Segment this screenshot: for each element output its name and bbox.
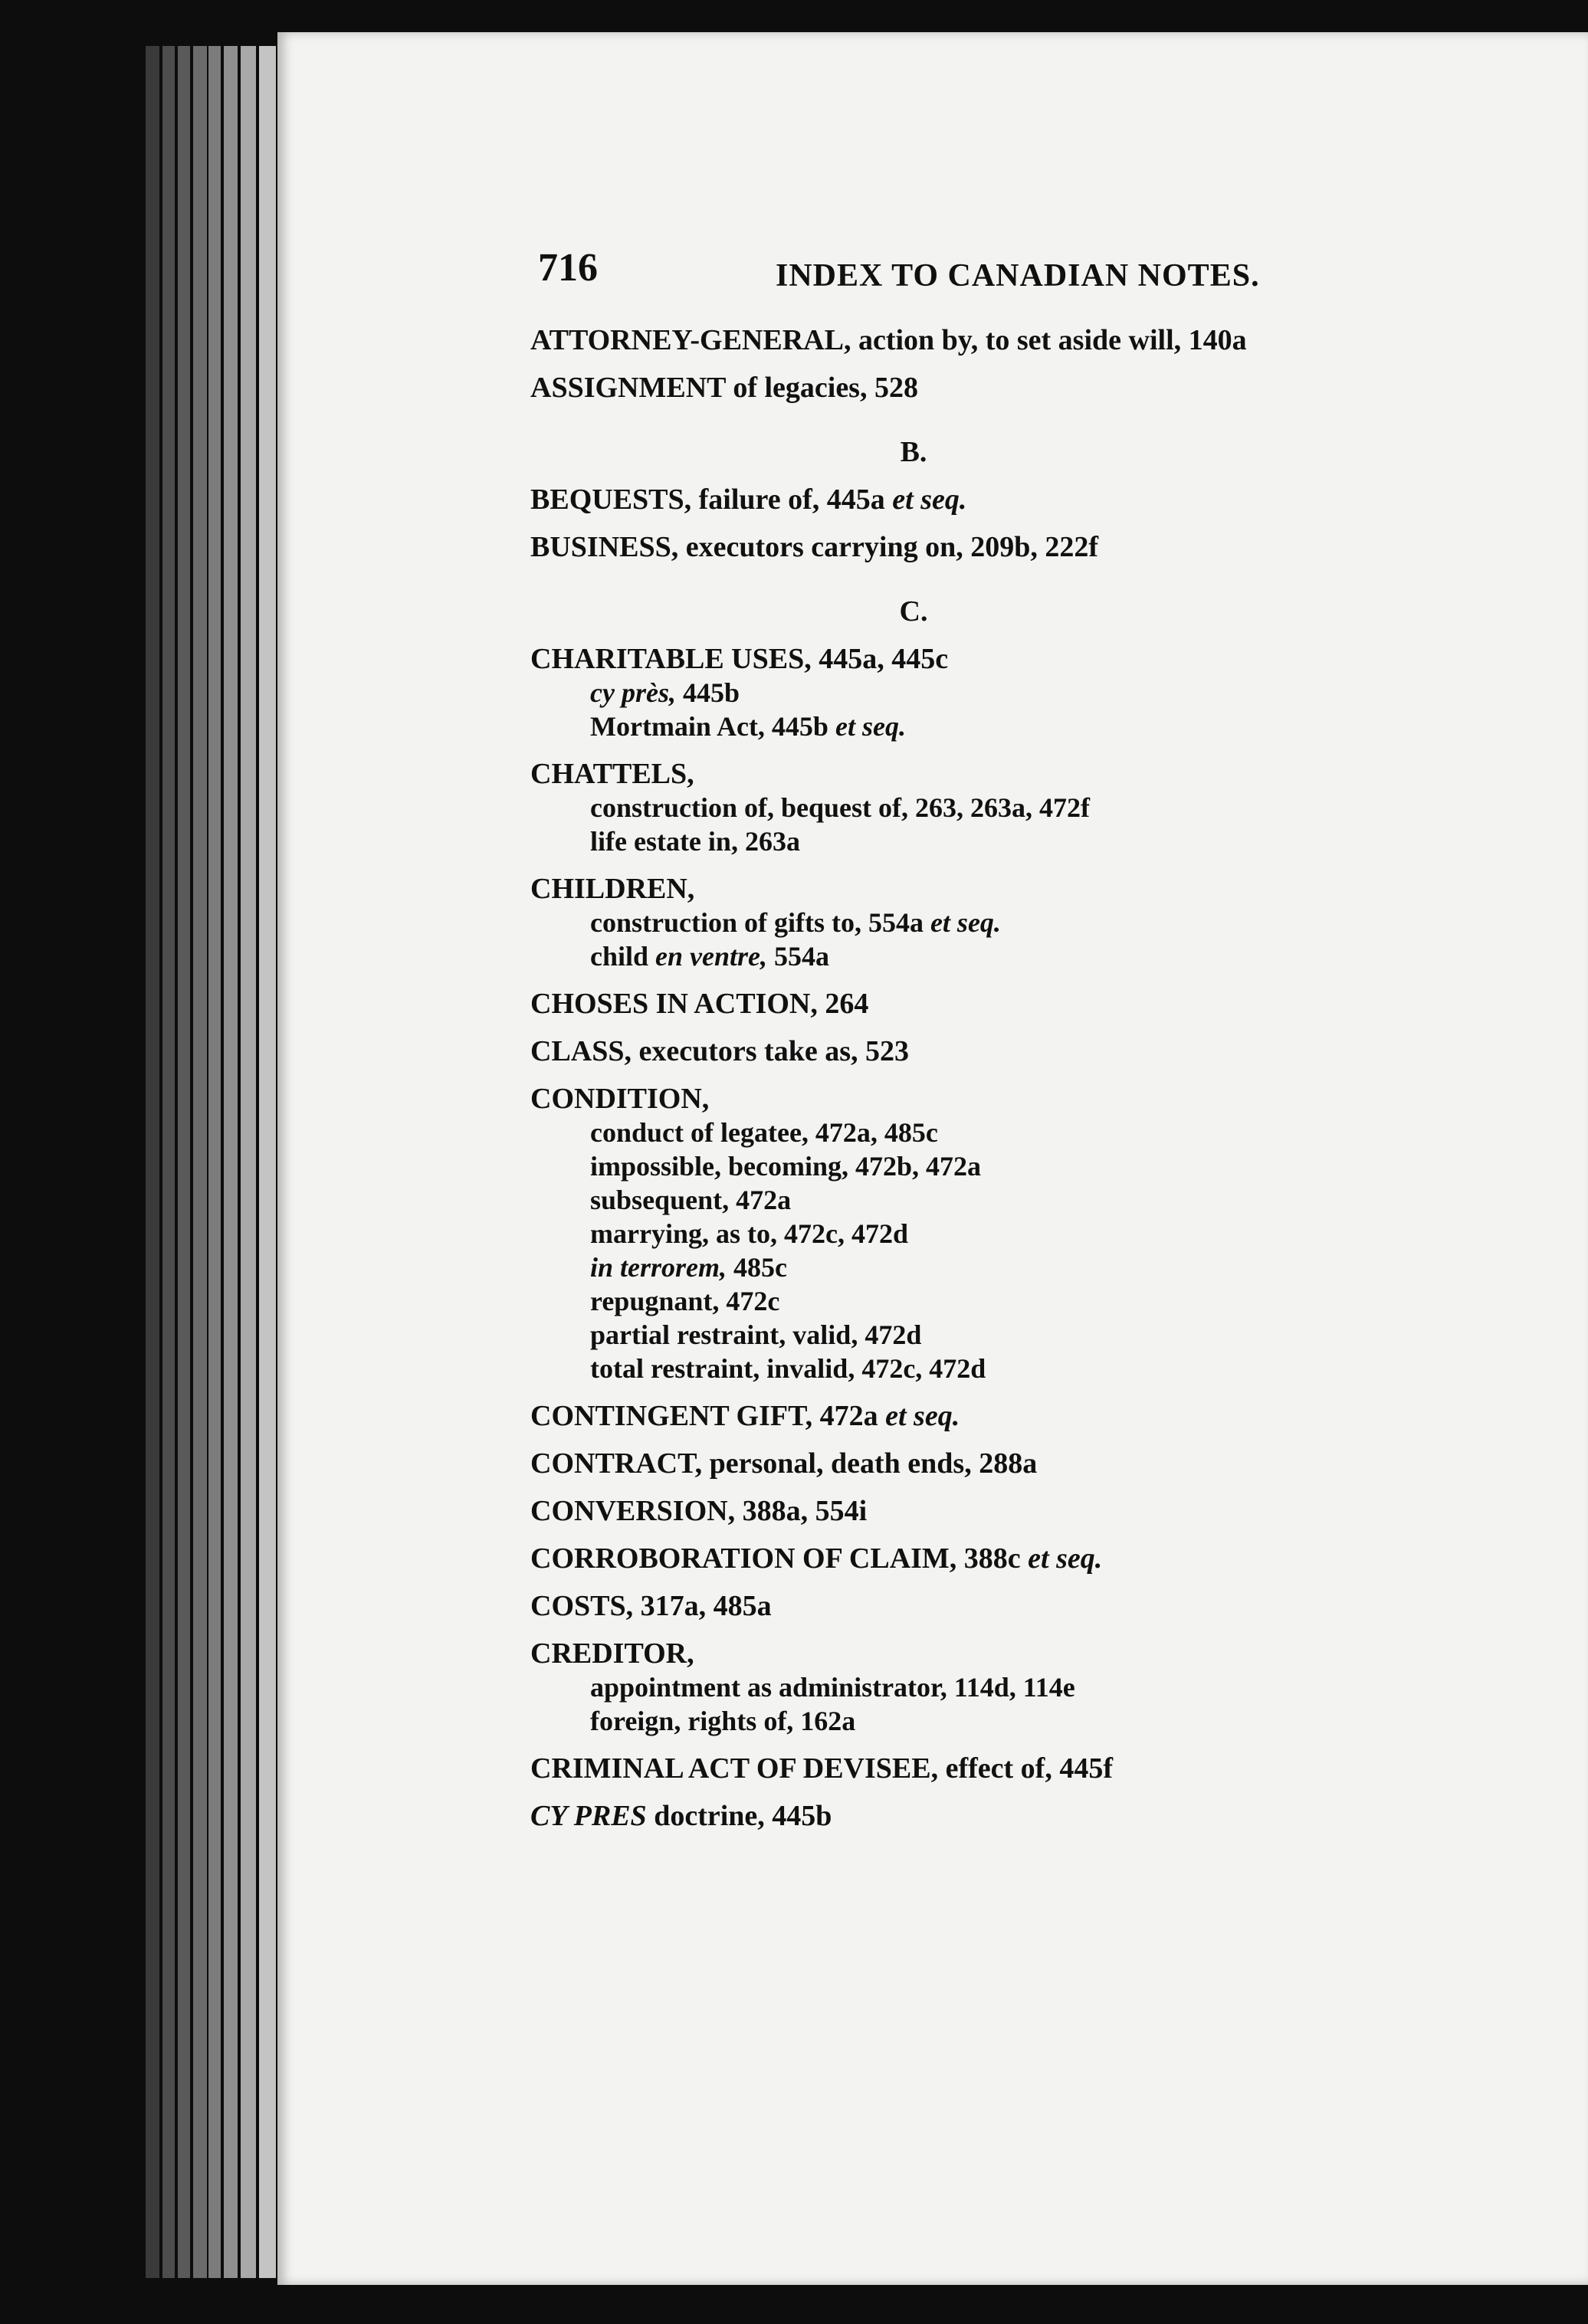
index-term: CRIMINAL ACT OF DEVISEE, <box>530 1752 939 1785</box>
index-term: CONTRACT, <box>530 1447 703 1480</box>
index-text-italic: et seq. <box>892 483 967 516</box>
index-text: executors take as, 523 <box>632 1035 909 1067</box>
index-text: failure of, 445a <box>691 483 893 516</box>
index-sub: Mortmain Act, 445b <box>590 711 835 742</box>
index-sub: 554a <box>767 941 829 972</box>
page-edge <box>162 46 175 2278</box>
index-sub: 445b <box>675 677 740 708</box>
index-entry <box>530 323 1488 357</box>
book-page <box>277 32 1588 2285</box>
index-term: CONVERSION, <box>530 1495 736 1527</box>
index-entry <box>530 757 1488 858</box>
index-entry <box>530 1542 1488 1575</box>
page-edge <box>146 46 159 2278</box>
index-sub: child <box>590 941 656 972</box>
index-term: COSTS, <box>530 1590 634 1622</box>
index-text: action by, to set aside will, 140a <box>851 324 1247 356</box>
index-term: CONDITION, <box>530 1083 710 1115</box>
index-entries <box>530 323 1488 1833</box>
index-term: ATTORNEY-GENERAL, <box>530 324 851 356</box>
index-entry <box>530 1799 1488 1833</box>
section-letter: C. <box>899 595 928 628</box>
index-entry <box>530 530 1488 564</box>
index-sub-italic: en ventre, <box>655 941 767 972</box>
index-text: personal, death ends, 288a <box>702 1447 1038 1480</box>
index-sub: subsequent, 472a <box>590 1185 792 1215</box>
index-sub: conduct of legatee, 472a, 485c <box>590 1117 938 1148</box>
index-entry <box>530 642 1488 743</box>
index-term: CHARITABLE USES, <box>530 643 812 675</box>
index-term: CHATTELS, <box>530 758 694 790</box>
index-term: BEQUESTS, <box>530 483 692 516</box>
page-edge <box>178 46 190 2278</box>
page-edge <box>224 46 238 2278</box>
index-sub: 485c <box>727 1252 787 1283</box>
index-text: effect of, 445f <box>938 1752 1113 1785</box>
index-term: CONTINGENT GIFT, <box>530 1400 813 1432</box>
index-sub: repugnant, 472c <box>590 1286 780 1316</box>
page-edge <box>259 46 276 2278</box>
index-entry <box>530 1494 1488 1528</box>
index-entry <box>530 371 1488 405</box>
index-entry <box>530 1589 1488 1623</box>
page-header <box>538 239 1458 308</box>
index-text: 388a, 554i <box>735 1495 868 1527</box>
page-number: 716 <box>538 246 598 290</box>
index-entry <box>530 1034 1488 1068</box>
index-text-italic: et seq. <box>1028 1542 1103 1575</box>
page-edge <box>193 46 207 2278</box>
section-letter: B. <box>900 436 927 468</box>
index-term: BUSINESS, <box>530 531 679 563</box>
index-term: CORROBORATION OF CLAIM, <box>530 1542 957 1575</box>
index-entry <box>530 1447 1488 1480</box>
index-sub: marrying, as to, 472c, 472d <box>590 1218 908 1249</box>
index-sub-italic: in terrorem, <box>590 1252 727 1283</box>
index-entry <box>530 1637 1488 1738</box>
index-sub-italic: et seq. <box>835 711 906 742</box>
index-term: CREDITOR, <box>530 1637 694 1670</box>
index-text: executors carrying on, 209b, 222f <box>678 531 1099 563</box>
index-sub: construction of gifts to, 554a <box>590 907 930 938</box>
index-entry <box>530 987 1488 1021</box>
page-edge <box>241 46 256 2278</box>
index-sub: foreign, rights of, 162a <box>590 1706 856 1736</box>
page-edge <box>208 46 221 2278</box>
index-sub: total restraint, invalid, 472c, 472d <box>590 1353 986 1384</box>
index-term: CHOSES IN ACTION, 264 <box>530 988 869 1020</box>
index-entry <box>530 483 1488 516</box>
index-term: CLASS, <box>530 1035 632 1067</box>
index-entry <box>530 1082 1488 1385</box>
index-entry <box>530 1399 1488 1433</box>
index-sub-italic: et seq. <box>930 907 1001 938</box>
index-text: 388c <box>956 1542 1029 1575</box>
index-sub: impossible, becoming, 472b, 472a <box>590 1151 982 1182</box>
index-text: 445a, 445c <box>811 643 949 675</box>
index-term: CY PRES <box>530 1800 647 1832</box>
index-sub: partial restraint, valid, 472d <box>590 1319 922 1350</box>
index-sub: appointment as administrator, 114d, 114e <box>590 1672 1075 1703</box>
index-sub-italic: cy près, <box>590 677 676 708</box>
index-term: CHILDREN, <box>530 873 695 905</box>
index-text-italic: et seq. <box>885 1400 960 1432</box>
index-term: ASSIGNMENT <box>530 372 726 404</box>
index-entry <box>530 1752 1488 1785</box>
index-text: doctrine, 445b <box>646 1800 832 1832</box>
index-text: 472a <box>812 1400 886 1432</box>
index-sub: life estate in, 263a <box>590 826 800 857</box>
running-head: INDEX TO CANADIAN NOTES. <box>776 258 1260 293</box>
index-text: 317a, 485a <box>633 1590 772 1622</box>
index-entry <box>530 872 1488 973</box>
index-sub: construction of, bequest of, 263, 263a, 472f <box>590 792 1090 823</box>
index-text: of legacies, 528 <box>725 372 918 404</box>
